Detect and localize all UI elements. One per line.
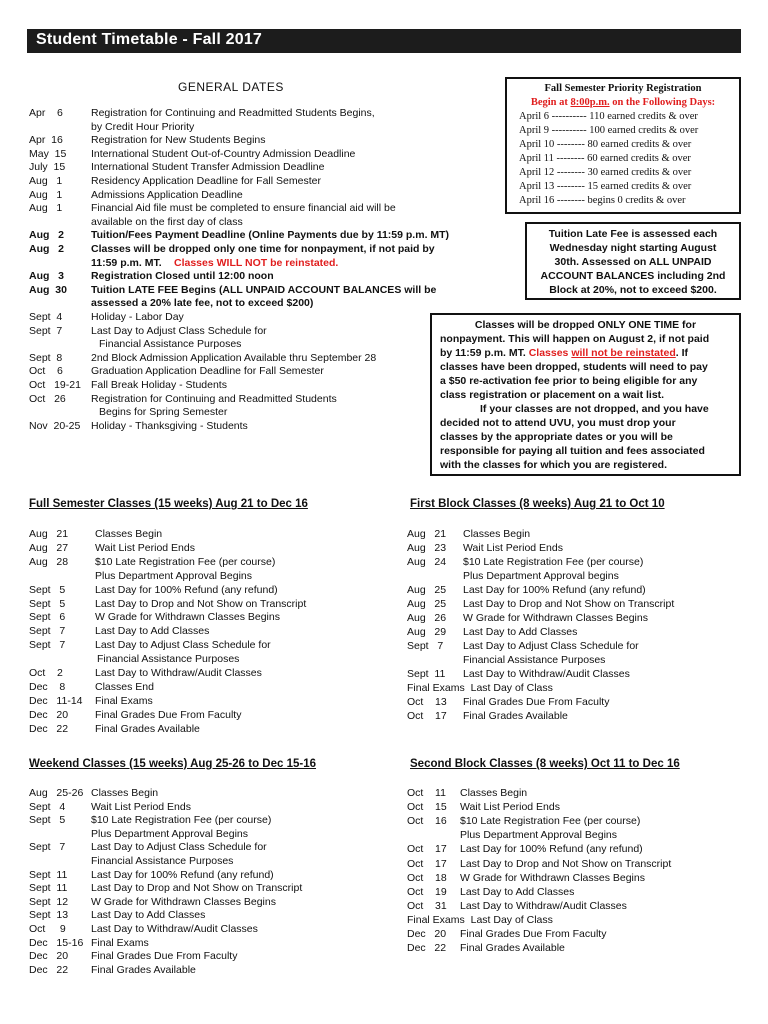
item-date: May 15: [29, 147, 67, 160]
item-date: Sept 11: [29, 882, 68, 895]
item-date: Aug 28: [29, 555, 69, 568]
notice-line-7: If your classes are not dropped, and you have: [480, 403, 709, 415]
item-date: Aug 2: [29, 243, 65, 255]
late-fee-lines: [527, 228, 739, 298]
item-text: Financial Assistance Purposes: [97, 653, 240, 666]
item-text: Final Grades Available: [91, 963, 196, 976]
notice-line-4: classes have been dropped, students will need to pay: [440, 361, 708, 373]
item-date: Aug 29: [407, 626, 447, 638]
item-text: Graduation Application Deadline for Fall Semester: [91, 365, 324, 378]
item-text: $10 Late Registration Fee (per course): [460, 815, 641, 828]
item-text: $10 Late Registration Fee (per course): [95, 555, 276, 568]
item-text: Last Day to Adjust Class Schedule for: [91, 324, 267, 337]
item-date: July 15: [29, 161, 66, 174]
item-text: Classes Begin: [91, 787, 159, 799]
priority-registration-box: [505, 77, 741, 214]
item-text: W Grade for Withdrawn Classes Begins: [91, 895, 276, 908]
item-text: Final Grades Due From Faculty: [463, 696, 610, 708]
item-date: Final Exams Last Day of Class: [407, 913, 553, 926]
item-date: Aug 1: [29, 175, 63, 187]
item-date: Aug 21: [407, 528, 447, 540]
second-block-title: Second Block Classes (8 weeks) Oct 11 to Dec 16: [410, 758, 680, 770]
notice-line-8: decided not to attend UVU, you must drop your: [440, 417, 676, 429]
priority-line: April 6 ---------- 110 earned credits & over: [519, 111, 698, 122]
item-text: Last Day to Add Classes: [463, 626, 578, 638]
item-date: Oct 6: [29, 365, 63, 378]
item-text: Last Day to Add Classes: [95, 625, 210, 638]
item-date: Dec 22: [407, 942, 447, 955]
item-text: Plus Department Approval Begins: [91, 827, 249, 840]
item-date: Aug 3: [29, 270, 65, 283]
item-date: Sept 6: [29, 611, 66, 624]
item-text: Registration for Continuing and Readmitted Students Begins,: [91, 107, 375, 119]
item-date: Dec 11-14: [29, 694, 83, 707]
item-date: Oct 16: [407, 815, 447, 828]
priority-subtitle-time: 8:00p.m.: [570, 97, 610, 108]
item-date: Sept 11: [29, 868, 68, 881]
full-semester-title: Full Semester Classes (15 weeks) Aug 21 to Dec 16: [29, 498, 308, 510]
item-date: Oct 9: [29, 923, 66, 935]
item-text: Residency Application Deadline for Fall Semester: [91, 175, 321, 187]
item-text: Final Grades Available: [95, 722, 200, 735]
item-text: Registration for Continuing and Readmitted Students: [91, 392, 337, 405]
late-fee-line: 30th. Assessed on ALL UNPAID: [554, 256, 712, 268]
item-date: Apr 6: [29, 107, 63, 119]
item-date: Dec 22: [29, 963, 69, 976]
item-text: International Student Transfer Admission Deadline: [91, 161, 325, 174]
priority-line: April 11 -------- 60 earned credits & over: [519, 153, 691, 164]
notice-line-1: Classes will be dropped ONLY ONE TIME for: [474, 319, 697, 331]
item-text: Plus Department Approval Begins: [460, 829, 618, 842]
item-text: Registration Closed until 12:00 noon: [91, 270, 274, 283]
item-text: Fall Break Holiday - Students: [91, 379, 227, 391]
item-text: Holiday - Labor Day: [91, 311, 184, 323]
item-text: Final Grades Available: [463, 710, 568, 722]
item-text: Last Day to Withdraw/Audit Classes: [460, 899, 627, 912]
item-text: Financial Assistance Purposes: [463, 654, 606, 666]
item-text: Wait List Period Ends: [91, 800, 191, 813]
item-date: Sept 7: [29, 324, 63, 337]
item-date: Oct 19: [407, 885, 447, 898]
late-fee-line: Tuition Late Fee is assessed each: [548, 228, 718, 240]
item-date: Aug 26: [407, 612, 447, 624]
priority-lines: [519, 111, 734, 211]
priority-line: April 10 -------- 80 earned credits & over: [519, 139, 692, 150]
item-text: Final Exams: [91, 936, 149, 949]
notice-line-10: responsible for paying all tuition and fees associated: [440, 445, 705, 457]
item-text: Wait List Period Ends: [463, 542, 563, 554]
item-text: Last Day to Adjust Class Schedule for: [463, 640, 639, 652]
item-text: Financial Assistance Purposes: [99, 338, 242, 351]
item-date: Aug 21: [29, 528, 69, 540]
item-date: Aug 24: [407, 556, 447, 568]
item-text: W Grade for Withdrawn Classes Begins: [463, 612, 648, 624]
late-fee-box: [525, 222, 741, 300]
item-date: Aug 30: [29, 283, 67, 296]
item-date: Sept 5: [29, 597, 66, 610]
item-date: Apr 16: [29, 134, 63, 147]
notice-line-9: classes by the appropriate dates or you will be: [440, 431, 673, 443]
item-text: Holiday - Thanksgiving - Students: [91, 419, 248, 432]
item-text: Last Day to Drop and Not Show on Transcript: [91, 882, 303, 895]
item-date: Sept 4: [29, 311, 63, 323]
item-text: Last Day to Drop and Not Show on Transcript: [95, 597, 307, 610]
item-date: Oct 2: [29, 667, 63, 679]
drop-notice-box: [430, 313, 741, 476]
item-date: Oct 13: [407, 696, 447, 708]
item-text: Last Day for 100% Refund (any refund): [91, 868, 274, 881]
item-date: Dec 22: [29, 722, 69, 735]
item-warning-text: Classes WILL NOT be reinstated.: [174, 256, 339, 269]
item-date: Sept 5: [29, 814, 66, 827]
notice-line-3-red-underline: will not be reinstated: [571, 347, 676, 359]
item-text: Final Grades Due From Faculty: [460, 928, 607, 940]
item-text: W Grade for Withdrawn Classes Begins: [95, 611, 280, 624]
item-date: Dec 15-16: [29, 936, 84, 949]
item-date: Sept 7: [29, 639, 66, 652]
priority-line: April 12 -------- 30 earned credits & over: [519, 167, 692, 178]
general-dates-list: [29, 107, 499, 447]
item-date: Dec 20: [29, 708, 69, 721]
notice-line-5: a $50 re-activation fee prior to being eligible for any: [440, 375, 698, 387]
late-fee-line: Wednesday night starting August: [549, 242, 717, 254]
item-date: Oct 17: [407, 857, 447, 870]
late-fee-line: Block at 20%, not to exceed $200.: [549, 284, 717, 296]
page-title: Student Timetable - Fall 2017: [36, 31, 263, 48]
item-date: Aug 2: [29, 229, 65, 242]
item-text: Last Day to Drop and Not Show on Transcript: [463, 598, 675, 610]
weekend-list: [29, 787, 389, 987]
item-text: Financial Assistance Purposes: [91, 855, 234, 867]
item-text: Wait List Period Ends: [95, 541, 195, 554]
item-text: Classes Begin: [95, 528, 163, 540]
item-text: Final Exams: [95, 694, 153, 707]
item-text: $10 Late Registration Fee (per course): [463, 556, 644, 568]
item-text: 2nd Block Admission Application Available thru September 28: [91, 351, 377, 364]
item-text: Classes End: [95, 680, 154, 693]
item-date: Sept 11: [407, 668, 446, 680]
item-date: Final Exams Last Day of Class: [407, 682, 553, 694]
item-date: Dec 20: [407, 928, 447, 940]
item-text: Classes Begin: [463, 528, 531, 540]
item-date: Aug 1: [29, 202, 63, 215]
item-text: Registration for New Students Begins: [91, 134, 266, 147]
item-date: Oct 17: [407, 843, 447, 856]
item-text: assessed a 20% late fee, not to exceed $200): [91, 297, 314, 310]
item-date: Dec 20: [29, 950, 69, 963]
item-text: Last Day to Add Classes: [91, 909, 206, 922]
first-block-list: [407, 528, 747, 728]
item-date: Aug 27: [29, 541, 69, 554]
item-date: Oct 19-21: [29, 379, 81, 391]
item-text: W Grade for Withdrawn Classes Begins: [460, 871, 645, 884]
priority-line: April 9 ---------- 100 earned credits & over: [519, 125, 699, 136]
item-date: Oct 31: [407, 899, 447, 912]
general-dates-heading: GENERAL DATES: [178, 80, 284, 94]
item-text: $10 Late Registration Fee (per course): [91, 814, 272, 827]
item-text: Last Day for 100% Refund (any refund): [460, 843, 643, 856]
item-date: Sept 7: [29, 841, 66, 854]
item-text: Plus Department Approval begins: [463, 570, 619, 582]
item-date: Sept 12: [29, 895, 69, 908]
item-text: Tuition LATE FEE Begins (ALL UNPAID ACCOUNT BALANCES will be: [91, 283, 437, 296]
item-text: Last Day to Withdraw/Audit Classes: [91, 923, 258, 935]
notice-line-3-red: Classes: [528, 347, 572, 359]
notice-line-3b: . If: [675, 347, 689, 359]
item-date: Sept 7: [29, 625, 66, 638]
item-text: Last Day for 100% Refund (any refund): [95, 583, 278, 596]
item-date: Sept 13: [29, 909, 69, 922]
priority-subtitle: [507, 97, 739, 108]
item-date: Oct 17: [407, 710, 447, 722]
item-date: Sept 5: [29, 583, 66, 596]
item-text: Plus Department Approval Begins: [95, 569, 253, 582]
item-text: Classes Begin: [460, 787, 528, 799]
notice-line-2: nonpayment. This will happen on August 2, if not paid: [440, 333, 710, 345]
priority-title: Fall Semester Priority Registration: [544, 83, 702, 94]
notice-line-11: with the classes for which you are registered.: [440, 459, 667, 471]
item-date: Sept 8: [29, 351, 63, 364]
notice-line-3: [440, 347, 688, 359]
full-semester-list: [29, 528, 389, 743]
item-text: Admissions Application Deadline: [91, 188, 243, 201]
item-text: Final Grades Due From Faculty: [95, 708, 242, 721]
item-date: Sept 7: [407, 640, 444, 652]
item-text: Last Day to Withdraw/Audit Classes: [463, 668, 630, 680]
item-date: Aug 25-26: [29, 787, 84, 799]
item-text: Financial Aid file must be completed to ensure financial aid will be: [91, 202, 396, 215]
item-date: Nov 20-25: [29, 419, 81, 432]
weekend-title: Weekend Classes (15 weeks) Aug 25-26 to Dec 15-16: [29, 758, 317, 770]
item-text: Final Grades Available: [460, 942, 565, 955]
item-date: Aug 1: [29, 188, 63, 201]
item-text: 11:59 p.m. MT.: [91, 256, 162, 269]
notice-line-3a: by 11:59 p.m. MT.: [440, 347, 529, 359]
item-date: Aug 25: [407, 584, 447, 596]
notice-line-6: class registration or placement on a wait list.: [440, 389, 665, 401]
item-text: Last Day to Adjust Class Schedule for: [95, 639, 271, 652]
item-text: Wait List Period Ends: [460, 801, 560, 814]
item-date: Aug 23: [407, 542, 447, 554]
item-text: Tuition/Fees Payment Deadline (Online Payments due by 11:59 p.m. MT): [91, 229, 450, 242]
item-text: Begins for Spring Semester: [99, 406, 228, 419]
item-date: Oct 18: [407, 871, 447, 884]
item-text: Last Day to Withdraw/Audit Classes: [95, 667, 262, 679]
priority-subtitle-b: on the Following Days:: [609, 97, 716, 108]
item-text: Last Day to Drop and Not Show on Transcript: [460, 857, 672, 870]
item-text: by Credit Hour Priority: [91, 120, 195, 133]
first-block-title: First Block Classes (8 weeks) Aug 21 to Oct 10: [410, 498, 665, 510]
item-text: Last Day to Add Classes: [460, 885, 575, 898]
item-text: International Student Out-of-Country Admission Deadline: [91, 147, 356, 160]
item-date: Oct 26: [29, 392, 66, 405]
second-block-list: [407, 787, 747, 967]
item-text: Last Day for 100% Refund (any refund): [463, 584, 646, 596]
item-date: Oct 11: [407, 787, 446, 799]
priority-subtitle-a: Begin at: [530, 97, 571, 108]
header-bar: [27, 29, 741, 53]
item-date: Aug 25: [407, 598, 447, 610]
item-text: Classes will be dropped only one time for nonpayment, if not paid by: [91, 243, 435, 255]
priority-line: April 16 -------- begins 0 credits & over: [519, 195, 686, 206]
item-text: Final Grades Due From Faculty: [91, 950, 238, 963]
item-text: Last Day to Adjust Class Schedule for: [91, 841, 267, 854]
item-date: Sept 4: [29, 800, 66, 813]
item-text: available on the first day of class: [91, 215, 243, 228]
item-date: Oct 15: [407, 801, 447, 814]
priority-line: April 13 -------- 15 earned credits & over: [519, 181, 692, 192]
late-fee-line: ACCOUNT BALANCES including 2nd: [540, 270, 726, 282]
item-date: Dec 8: [29, 680, 66, 693]
